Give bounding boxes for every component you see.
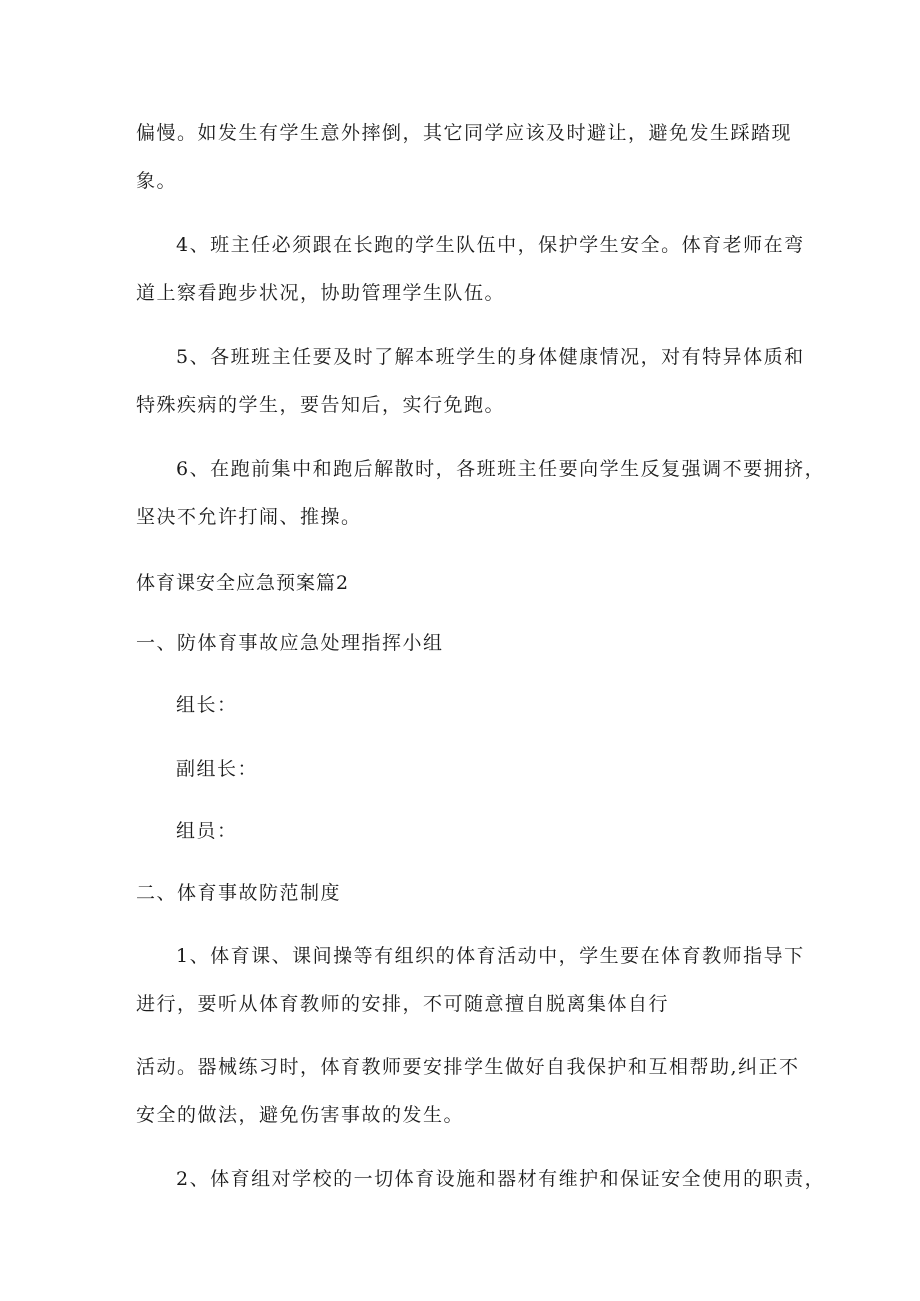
section-title: 体育课安全应急预案篇2 <box>136 572 350 594</box>
paragraph-line: 2、体育组对学校的一切体育设施和器材有维护和保证安全使用的职责， <box>176 1168 826 1190</box>
group-leader-label: 组长： <box>176 694 238 716</box>
paragraph-line: 偏慢。如发生有学生意外摔倒，其它同学应该及时避让，避免发生踩踏现 <box>136 122 793 144</box>
paragraph-line: 坚决不允许打闹、推操。 <box>136 506 362 528</box>
paragraph-line: 6、在跑前集中和跑后解散时，各班班主任要向学生反复强调不要拥挤， <box>176 458 826 480</box>
paragraph-line: 道上察看跑步状况，协助管理学生队伍。 <box>136 282 506 304</box>
section-heading: 一、防体育事故应急处理指挥小组 <box>136 632 444 654</box>
paragraph-line: 安全的做法，避免伤害事故的发生。 <box>136 1104 465 1126</box>
paragraph-line: 活动。器械练习时，体育教师要安排学生做好自我保护和互相帮助,纠正不 <box>136 1056 800 1078</box>
paragraph-line: 特殊疾病的学生，要告知后，实行免跑。 <box>136 394 506 416</box>
paragraph-line: 进行，要听从体育教师的安排，不可随意擅自脱离集体自行 <box>136 993 670 1015</box>
deputy-leader-label: 副组长： <box>176 758 259 780</box>
paragraph-line: 5、各班班主任要及时了解本班学生的身体健康情况，对有特异体质和 <box>176 346 805 368</box>
paragraph-line: 象。 <box>136 170 178 192</box>
members-label: 组员： <box>176 820 238 842</box>
paragraph-line: 1、体育课、课间操等有组织的体育活动中，学生要在体育教师指导下 <box>176 945 805 967</box>
paragraph-line: 4、班主任必须跟在长跑的学生队伍中，保护学生安全。体育老师在弯 <box>176 234 805 256</box>
section-heading: 二、体育事故防范制度 <box>136 882 342 904</box>
